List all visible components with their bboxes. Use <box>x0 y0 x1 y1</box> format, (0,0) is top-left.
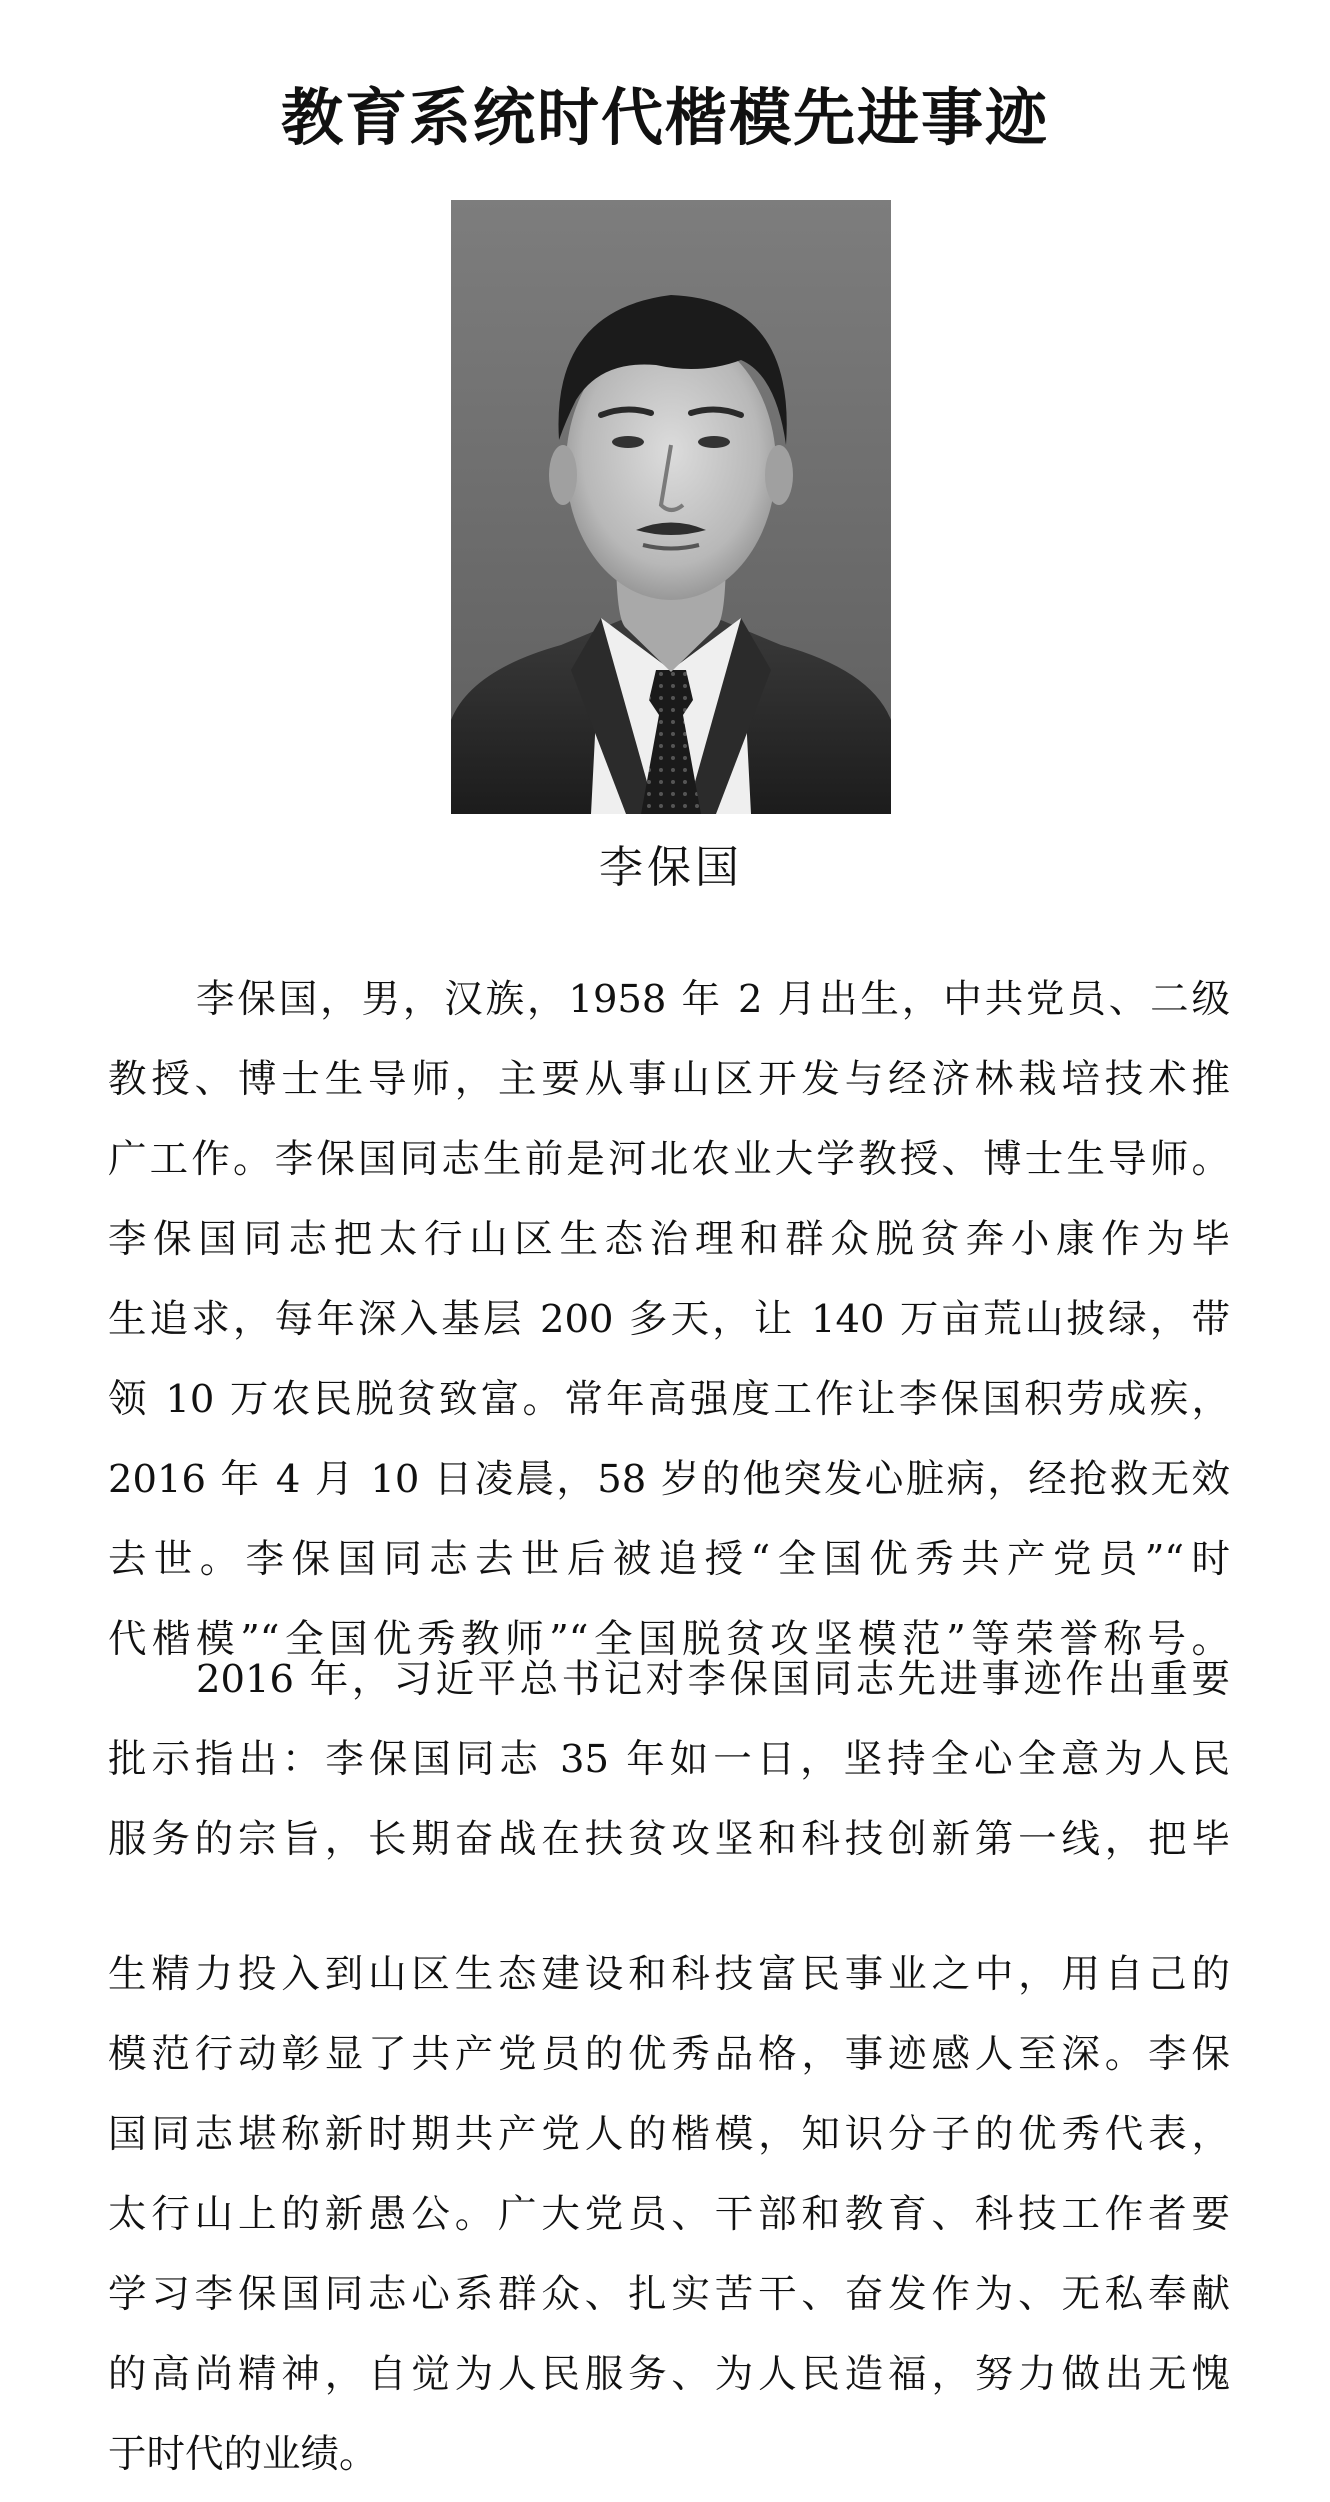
text-line: 批示指出：李保国同志 35 年如一日，坚持全心全意为人民 <box>108 1737 1230 1782</box>
text-line: 学习李保国同志心系群众、扎实苦干、奋发作为、无私奉献 <box>108 2272 1230 2317</box>
portrait-illustration <box>451 200 891 814</box>
text-line: 生追求，每年深入基层 200 多天，让 140 万亩荒山披绿，带 <box>108 1297 1230 1342</box>
text-line: 代楷模”“全国优秀教师”“全国脱贫攻坚模范”等荣誉称号。 <box>108 1617 1230 1662</box>
text-line: 教授、博士生导师，主要从事山区开发与经济林栽培技术推 <box>108 1057 1230 1102</box>
text-line: 广工作。李保国同志生前是河北农业大学教授、博士生导师。 <box>108 1137 1230 1182</box>
page-title: 教育系统时代楷模先进事迹 <box>280 81 1049 154</box>
portrait-photo <box>451 200 891 814</box>
text-line: 的高尚精神，自觉为人民服务、为人民造福，努力做出无愧 <box>108 2352 1230 2397</box>
text-line: 国同志堪称新时期共产党人的楷模，知识分子的优秀代表， <box>108 2112 1230 2157</box>
text-line: 去世。李保国同志去世后被追授“全国优秀共产党员”“时 <box>108 1537 1230 1582</box>
paragraph-instruction <box>108 1640 1230 1880</box>
text-line: 领 10 万农民脱贫致富。常年高强度工作让李保国积劳成疾， <box>108 1377 1230 1422</box>
text-line: 模范行动彰显了共产党员的优秀品格，事迹感人至深。李保 <box>108 2032 1230 2077</box>
paragraph-biography <box>108 960 1230 1680</box>
text-line: 生精力投入到山区生态建设和科技富民事业之中，用自己的 <box>108 1952 1230 1997</box>
text-line: 太行山上的新愚公。广大党员、干部和教育、科技工作者要 <box>108 2192 1230 2237</box>
text-line: 服务的宗旨，长期奋战在扶贫攻坚和科技创新第一线，把毕 <box>108 1817 1230 1862</box>
text-line: 于时代的业绩。 <box>108 2432 378 2477</box>
text-line: 李保国同志把太行山区生态治理和群众脱贫奔小康作为毕 <box>108 1217 1230 1262</box>
text-line: 2016 年 4 月 10 日凌晨，58 岁的他突发心脏病，经抢救无效 <box>108 1457 1230 1502</box>
text-line: 2016 年，习近平总书记对李保国同志先进事迹作出重要 <box>196 1657 1230 1702</box>
text-line: 李保国，男，汉族，1958 年 2 月出生，中共党员、二级 <box>196 977 1230 1022</box>
portrait-caption: 李保国 <box>599 842 743 893</box>
paragraph-instruction-continued <box>108 1935 1230 2495</box>
